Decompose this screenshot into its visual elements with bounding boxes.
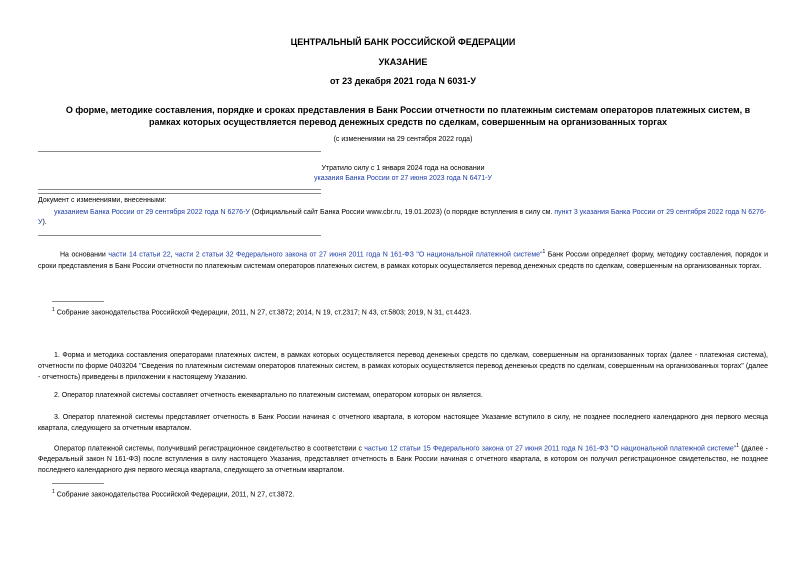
footnote-mark: 1 — [52, 489, 55, 495]
preamble-link-2[interactable]: части 2 статьи 32 Федерального закона от 27 июня 2011 года N 161-ФЗ "О национальной платежной системе" — [175, 251, 543, 259]
footnote-divider — [52, 483, 104, 484]
preamble-text-2: , — [170, 251, 176, 259]
doc-type: УКАЗАНИЕ — [378, 57, 428, 67]
expired-note — [38, 164, 768, 184]
paragraph-4-link[interactable]: частью 12 статьи 15 Федерального закона от 27 июня 2011 года N 161-ФЗ "О национальной платежной системе" — [364, 445, 737, 453]
footnote-ref[interactable]: 1 — [736, 443, 740, 449]
preamble — [38, 246, 768, 273]
paragraph-1: 1. Форма и методика составления операторами платежных систем, в рамках которых осуществляется перевод денежных средств по сделкам, совершенным на организованных торгах (далее - платежная система), отчетности по форме 0403204 "Сведения по платежным системам операторов платежных систем, в рамках которых осуществляется перевод денежных средств по сделкам, совершенным на организованных торгах" (далее - отчетность) приведены в приложении к настоящему Указанию. — [38, 352, 768, 381]
bank-name: ЦЕНТРАЛЬНЫЙ БАНК РОССИЙСКОЙ ФЕДЕРАЦИИ — [290, 37, 516, 47]
changes-link-2[interactable]: пункт 3 указания Банка России от 29 сентября 2022 года N 6276-У — [38, 209, 767, 226]
paragraph-4-text-1: Оператор платежной системы, получивший регистрационное свидетельство в соответствии с — [54, 445, 365, 453]
preamble-link-1[interactable]: части 14 статьи 22 — [108, 251, 171, 259]
changes-text-1: (Официальный сайт Банка России www.cbr.ru, 19.01.2023) (о порядке вступления в силу см. — [249, 209, 555, 216]
changes-text — [38, 208, 768, 228]
paragraph-4-text-2: (далее - Федеральный закон N 161-ФЗ) после вступления в силу настоящего Указания, представляет отчетность в Банк России начиная с отчетного квартала, в котором он получил регистрационное свидетельство, не позднее последнего календарного дня первого месяца квартала, следующего за отчетным кварталом. — [38, 445, 768, 475]
changes-text-2: ). — [42, 219, 47, 226]
footnote-text: Собрание законодательства Российской Федерации, 2011, N 27, ст.3872; 2014, N 19, ст.2317; N 43, ст.5803; 2019, N 31, ст.4423. — [56, 309, 472, 317]
preamble-text-1: На основании — [60, 251, 109, 259]
amend-note: (с изменениями на 29 сентября 2022 года) — [333, 136, 473, 143]
paragraph-3: 3. Оператор платежной системы представляет отчетность в Банк России начиная с отчетного квартала, в котором настоящее Указание вступило в силу, не позднее последнего календарного дня первого месяца квартала, следующего за отчетным кварталом. — [38, 414, 768, 432]
footnote-text: Собрание законодательства Российской Федерации, 2011, N 27, ст.3872. — [56, 491, 295, 499]
footnote-mark: 1 — [52, 307, 55, 313]
expired-link[interactable]: указания Банка России от 27 июня 2023 года N 6471-У — [314, 175, 492, 182]
footnote-ref[interactable]: 1 — [542, 249, 546, 255]
footnote-2 — [52, 487, 752, 500]
changes-label: Документ с изменениями, внесенными: — [38, 197, 167, 204]
footnote-1 — [52, 305, 752, 318]
doc-title: О форме, методике составления, порядке и сроках представления в Банк России отчетности по платежным системам операторов платежных систем, в рамках которых осуществляется перевод денежных средств по сделкам, совершенным на организованных торгах — [65, 105, 751, 127]
paragraph-2: 2. Оператор платежной системы составляет отчетность ежеквартально по платежным системам, оператором которых он является. — [54, 392, 483, 399]
divider — [38, 189, 321, 190]
divider — [38, 151, 321, 152]
divider — [38, 193, 321, 194]
changes-link-1[interactable]: указанием Банка России от 29 сентября 2022 года N 6276-У — [54, 209, 250, 216]
doc-date-number: от 23 декабря 2021 года N 6031-У — [330, 76, 476, 86]
expired-text: Утратило силу с 1 января 2024 года на основании — [321, 165, 485, 172]
divider — [38, 235, 321, 236]
preamble-text-3: Банк России определяет форму, методику составления, порядок и сроки представления в Банк России отчетности по платежным системам операторов платежных систем, в рамках которых осуществляется перевод денежных средств по сделкам, совершенным на организованных торгах. — [38, 251, 768, 271]
paragraph-4 — [38, 441, 768, 476]
footnote-divider — [52, 301, 104, 302]
